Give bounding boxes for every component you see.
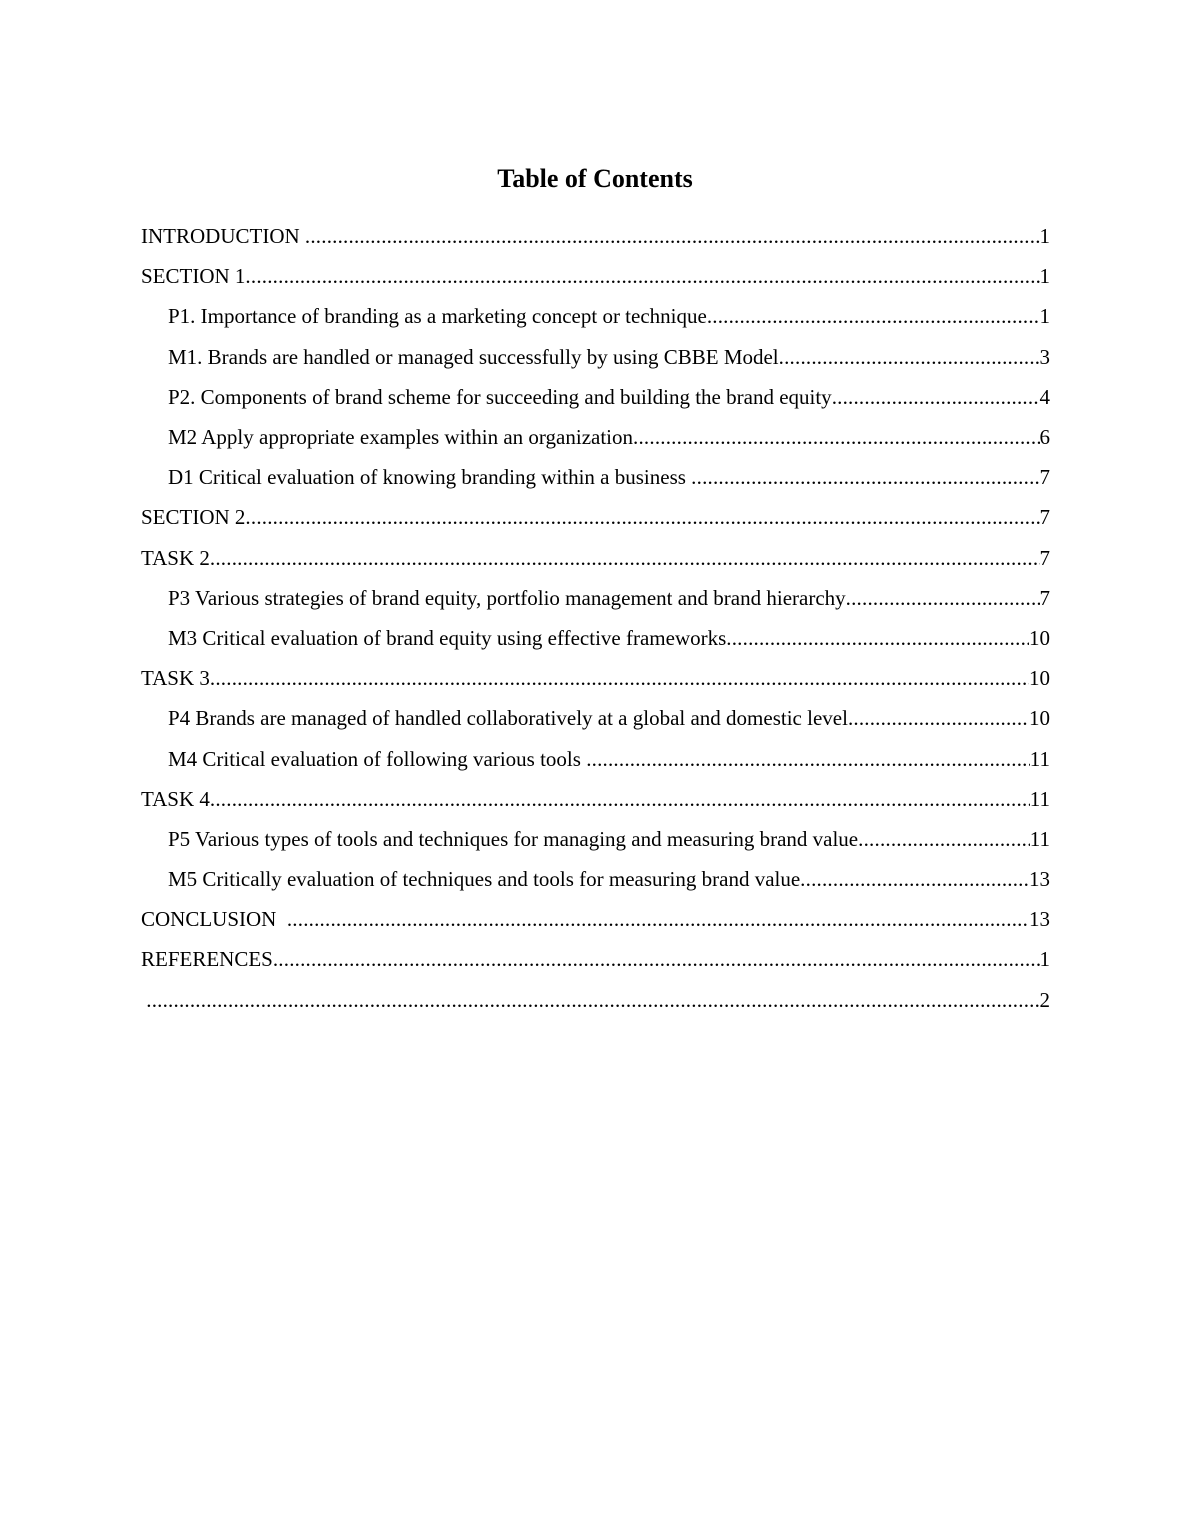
toc-entry-label: CONCLUSION xyxy=(141,907,287,932)
toc-leader-dots xyxy=(832,377,1040,417)
toc-title: Table of Contents xyxy=(497,164,693,193)
toc-entry-label: P4 Brands are managed of handled collaboratively at a global and domestic level xyxy=(168,706,848,731)
toc-entry-task-4[interactable] xyxy=(0,779,1190,819)
toc-page-number: 4 xyxy=(1039,384,1050,409)
toc-entry-m5[interactable] xyxy=(0,859,1190,899)
toc-leader-dots xyxy=(210,538,1040,578)
toc-leader-dots xyxy=(726,618,1029,658)
toc-page-number: 11 xyxy=(1029,786,1050,811)
toc-entry-p3[interactable] xyxy=(0,578,1190,618)
toc-page-number: 2 xyxy=(1039,987,1050,1012)
toc-entry-conclusion[interactable] xyxy=(0,899,1190,939)
toc-entry-label: P5 Various types of tools and techniques for managing and measuring brand value xyxy=(168,826,859,851)
toc-entry-m4[interactable] xyxy=(0,738,1190,778)
toc-entry-label: TASK 2 xyxy=(141,545,210,570)
toc-entry-d1[interactable] xyxy=(0,457,1190,497)
toc-list xyxy=(0,216,1190,1020)
toc-page-number: 7 xyxy=(1039,545,1050,570)
toc-entry-label: M1. Brands are handled or managed successfully by using CBBE Model xyxy=(168,344,779,369)
toc-leader-dots xyxy=(146,980,1039,1020)
toc-entry-label: REFERENCES xyxy=(141,947,273,972)
toc-entry-m1[interactable] xyxy=(0,337,1190,377)
toc-entry-label: M3 Critical evaluation of brand equity using effective frameworks xyxy=(168,625,727,650)
toc-entry-p1[interactable] xyxy=(0,296,1190,336)
toc-entry-task-3[interactable] xyxy=(0,658,1190,698)
toc-entry-label: P3 Various strategies of brand equity, portfolio management and brand hierarchy xyxy=(168,585,846,610)
toc-entry-label: SECTION 1 xyxy=(141,264,246,289)
toc-page-number: 6 xyxy=(1039,425,1050,450)
toc-entry-label: M4 Critical evaluation of following various tools xyxy=(168,746,587,771)
toc-entry-references[interactable] xyxy=(0,939,1190,979)
toc-entry-m3[interactable] xyxy=(0,618,1190,658)
toc-page-number: 1 xyxy=(1039,224,1050,249)
toc-leader-dots xyxy=(779,337,1040,377)
toc-page-number: 13 xyxy=(1029,907,1050,932)
toc-leader-dots xyxy=(848,698,1029,738)
toc-leader-dots xyxy=(800,859,1029,899)
toc-leader-dots xyxy=(707,296,1040,336)
toc-leader-dots xyxy=(210,658,1029,698)
toc-page-number: 10 xyxy=(1029,706,1050,731)
toc-leader-dots xyxy=(273,939,1040,979)
toc-entry-untitled[interactable] xyxy=(0,980,1190,1020)
toc-entry-task-2[interactable] xyxy=(0,538,1190,578)
toc-entry-label: TASK 3 xyxy=(141,666,210,691)
toc-leader-dots xyxy=(245,497,1039,537)
toc-page-number: 1 xyxy=(1039,264,1050,289)
toc-entry-introduction[interactable] xyxy=(0,216,1190,256)
toc-entry-label: SECTION 2 xyxy=(141,505,246,530)
toc-page-number: 11 xyxy=(1029,746,1050,771)
toc-leader-dots xyxy=(287,899,1029,939)
toc-page-number: 13 xyxy=(1029,867,1050,892)
toc-entry-label: M2 Apply appropriate examples within an organization xyxy=(168,425,634,450)
toc-page-number: 11 xyxy=(1029,826,1050,851)
toc-entry-section-1[interactable] xyxy=(0,256,1190,296)
toc-page-number: 7 xyxy=(1039,465,1050,490)
toc-entry-label: TASK 4 xyxy=(141,786,210,811)
toc-page-number: 10 xyxy=(1029,625,1050,650)
toc-page-number: 10 xyxy=(1029,666,1050,691)
toc-leader-dots xyxy=(210,779,1030,819)
toc-page-number: 1 xyxy=(1039,304,1050,329)
toc-entry-label: INTRODUCTION xyxy=(141,224,305,249)
toc-leader-dots xyxy=(633,417,1039,457)
toc-entry-p5[interactable] xyxy=(0,819,1190,859)
toc-page-number: 7 xyxy=(1039,505,1050,530)
toc-page-number: 7 xyxy=(1039,585,1050,610)
toc-leader-dots xyxy=(245,256,1039,296)
toc-page-number: 1 xyxy=(1039,947,1050,972)
toc-entry-label: D1 Critical evaluation of knowing branding within a business xyxy=(168,465,692,490)
toc-leader-dots xyxy=(305,216,1040,256)
toc-leader-dots xyxy=(586,739,1030,779)
toc-page-number: 3 xyxy=(1039,344,1050,369)
toc-entry-section-2[interactable] xyxy=(0,497,1190,537)
toc-entry-label: P1. Importance of branding as a marketing concept or technique xyxy=(168,304,707,329)
toc-entry-p4[interactable] xyxy=(0,698,1190,738)
toc-leader-dots xyxy=(691,457,1039,497)
toc-entry-label: P2. Components of brand scheme for succeeding and building the brand equity xyxy=(168,384,832,409)
toc-entry-p2[interactable] xyxy=(0,377,1190,417)
toc-entry-label: M5 Critically evaluation of techniques and tools for measuring brand value xyxy=(168,867,801,892)
toc-leader-dots xyxy=(858,819,1030,859)
toc-leader-dots xyxy=(846,578,1040,618)
toc-entry-m2[interactable] xyxy=(0,417,1190,457)
